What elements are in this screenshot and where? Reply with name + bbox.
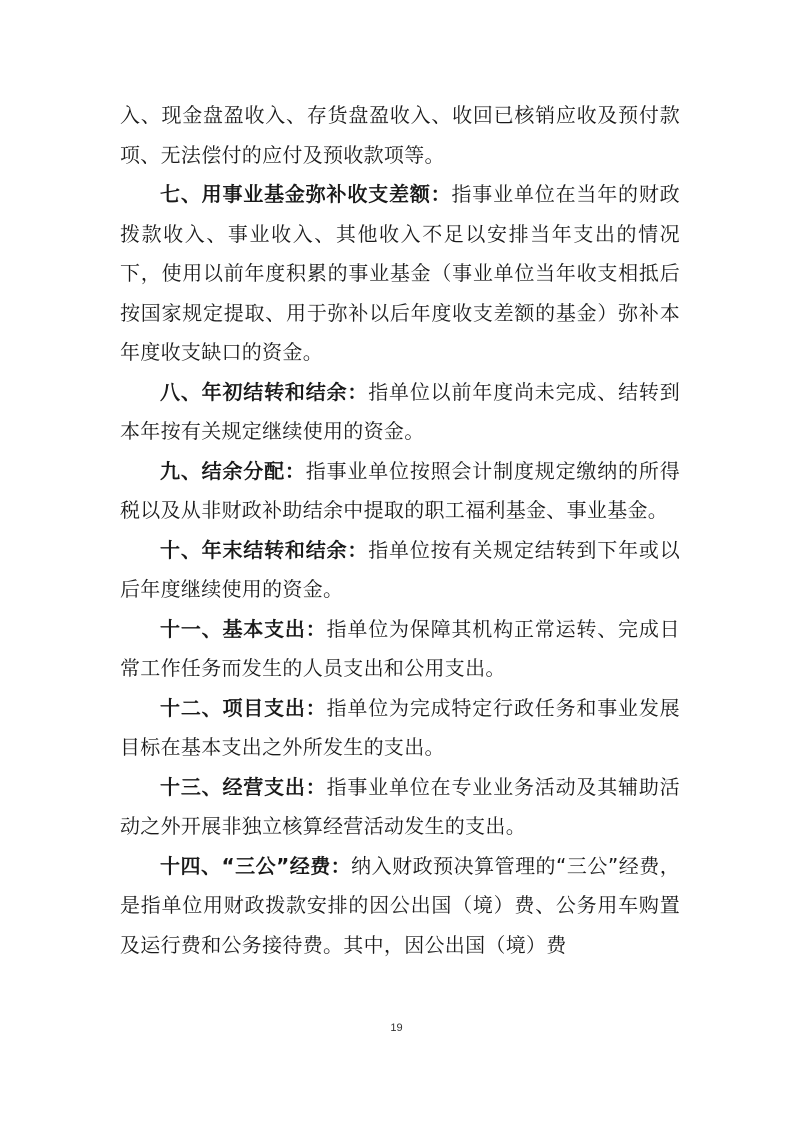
paragraph-text: 入、现金盘盈收入、存货盘盈收入、收回已核销应收及预付款项、无法偿付的应付及预收款项等。: [120, 103, 680, 167]
paragraph-text: 指事业单位在专业业务活动及其辅助活动之外开展非独立核算经营活动发生的支出。: [120, 774, 680, 838]
paragraph-basic-expenditure: [120, 610, 680, 689]
term-heading: 十三、经营支出：: [160, 774, 327, 799]
paragraph-continuation: [120, 96, 680, 175]
paragraph-text: 指单位为完成特定行政任务和事业发展目标在基本支出之外所发生的支出。: [120, 695, 680, 759]
paragraph-text: 指单位按有关规定结转到下年或以后年度继续使用的资金。: [120, 537, 681, 601]
paragraph-year-end-carryover: [120, 531, 680, 610]
term-heading: 九、结余分配：: [160, 458, 306, 483]
paragraph-text: 指单位为保障其机构正常运转、完成日常工作任务而发生的人员支出和公用支出。: [120, 616, 680, 680]
paragraph-surplus-distribution: [120, 452, 680, 531]
paragraph-business-fund-offset: [120, 175, 680, 373]
term-heading: 十二、项目支出：: [160, 695, 327, 720]
paragraph-operating-expenditure: [120, 768, 680, 847]
term-heading: 八、年初结转和结余：: [160, 379, 369, 404]
term-heading: 七、用事业基金弥补收支差额：: [160, 182, 452, 206]
term-heading: 十一、基本支出：: [160, 616, 327, 641]
term-heading: 十四、“三公”经费：: [160, 853, 352, 878]
paragraph-text: 指单位以前年度尚未完成、结转到本年按有关规定继续使用的资金。: [120, 379, 681, 443]
paragraph-text: 指事业单位按照会计制度规定缴纳的所得税以及从非财政补助结余中提取的职工福利基金、事业基金。: [120, 458, 680, 522]
document-body: [120, 96, 680, 965]
page-number: 19: [390, 1022, 403, 1034]
paragraph-beginning-carryover: [120, 373, 680, 452]
paragraph-text: 指事业单位在当年的财政拨款收入、事业收入、其他收入不足以安排当年支出的情况下，使用以前年度积累的事业基金（事业单位当年收支相抵后按国家规定提取、用于弥补以后年度收支差额的基金）弥补本年度收支缺口的资金。: [120, 182, 680, 364]
term-heading: 十、年末结转和结余：: [160, 537, 369, 562]
paragraph-text: 纳入财政预决算管理的“三公”经费，是指单位用财政拨款安排的因公出国（境）费、公务用车购置及运行费和公务接待费。其中，因公出国（境）费: [120, 853, 680, 957]
paragraph-three-public-expenses: [120, 847, 680, 966]
paragraph-project-expenditure: [120, 689, 680, 768]
